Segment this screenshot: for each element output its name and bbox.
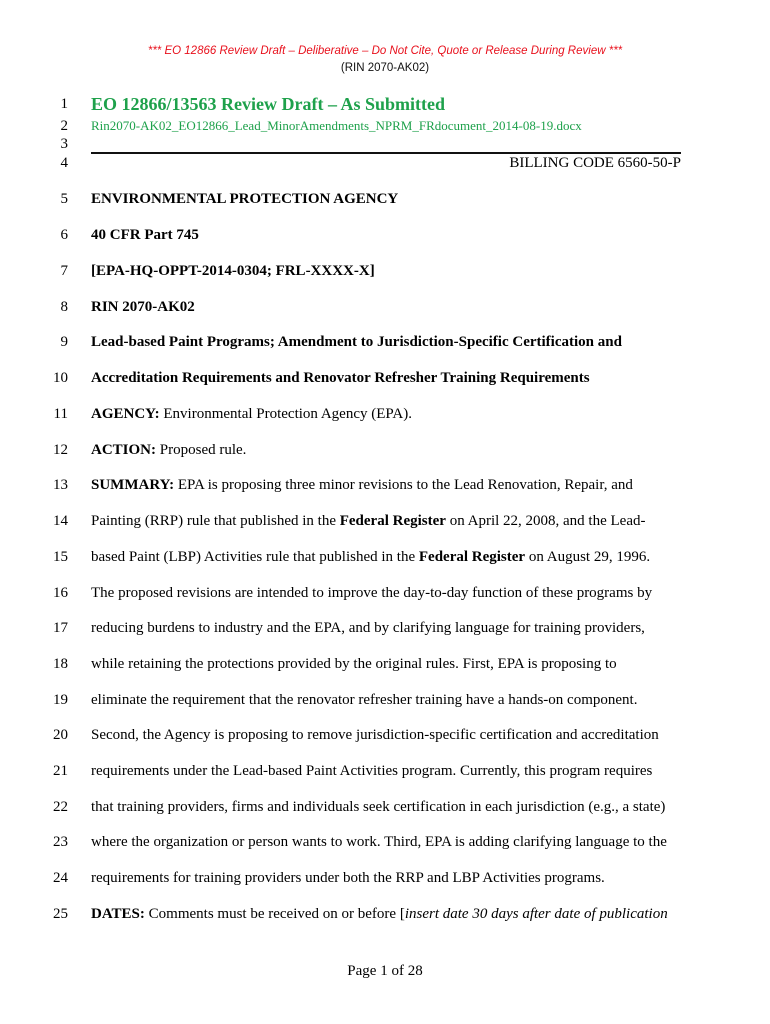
line-number: 17	[53, 620, 68, 636]
line-number: 23	[53, 834, 68, 850]
line-number: 12	[53, 442, 68, 458]
action-line	[91, 441, 691, 459]
body-line	[91, 548, 691, 566]
line-number: 22	[53, 799, 68, 815]
field-value: EPA is proposing three minor revisions to the Lead Renovation, Repair, and	[174, 477, 633, 493]
text-run: Painting (RRP) rule that published in the	[91, 513, 340, 529]
field-label: SUMMARY:	[91, 477, 175, 493]
line-number: 7	[60, 263, 68, 279]
line-number: 13	[53, 477, 68, 493]
rule-title-line: Lead-based Paint Programs; Amendment to Jurisdiction-Specific Certification and	[91, 334, 622, 350]
document-filename: Rin2070-AK02_EO12866_Lead_MinorAmendments_NPRM_FRdocument_2014-08-19.docx	[91, 118, 582, 133]
cfr-part: 40 CFR Part 745	[91, 227, 199, 243]
body-line: that training providers, firms and individuals seek certification in each jurisdiction (e.g., a state)	[91, 799, 666, 815]
docket-number: [EPA-HQ-OPPT-2014-0304; FRL-XXXX-X]	[91, 263, 375, 279]
body-line: while retaining the protections provided by the original rules. First, EPA is proposing to	[91, 656, 617, 672]
agency-line	[91, 405, 691, 423]
field-value: Comments must be received on or before [	[144, 906, 405, 922]
field-value: Proposed rule.	[156, 442, 247, 458]
body-line: Second, the Agency is proposing to remove jurisdiction-specific certification and accreditation	[91, 727, 659, 743]
body-line: requirements under the Lead-based Paint Activities program. Currently, this program requires	[91, 763, 653, 779]
line-number: 5	[60, 191, 68, 207]
line-number: 4	[60, 155, 68, 171]
line-number: 18	[53, 656, 68, 672]
line-number: 2	[60, 118, 68, 134]
italic-placeholder: insert date 30 days after date of publication	[404, 906, 668, 922]
line-number: 10	[53, 370, 68, 386]
draft-notice: *** EO 12866 Review Draft – Deliberative – Do Not Cite, Quote or Release During Review ***	[147, 45, 623, 57]
summary-line	[91, 476, 691, 494]
body-line: reducing burdens to industry and the EPA, and by clarifying language for training providers,	[91, 620, 645, 636]
document-title: EO 12866/13563 Review Draft – As Submitted	[91, 94, 445, 114]
line-number: 25	[53, 906, 68, 922]
text-run: on August 29, 1996.	[525, 549, 651, 565]
rule-title-line: Accreditation Requirements and Renovator Refresher Training Requirements	[91, 370, 590, 386]
line-number: 6	[60, 227, 68, 243]
body-line: requirements for training providers under both the RRP and LBP Activities programs.	[91, 870, 605, 886]
dates-line	[91, 905, 691, 923]
line-number: 24	[53, 870, 68, 886]
line-number: 11	[53, 406, 68, 422]
line-number: 3	[60, 136, 68, 152]
field-value: Environmental Protection Agency (EPA).	[159, 406, 412, 422]
billing-code: BILLING CODE 6560-50-P	[509, 155, 681, 171]
body-line	[91, 512, 691, 530]
rin-number: RIN 2070-AK02	[91, 299, 195, 315]
body-line: where the organization or person wants to work. Third, EPA is adding clarifying language to the	[91, 834, 667, 850]
line-number: 1	[60, 96, 68, 112]
federal-register-ref: Federal Register	[339, 513, 446, 529]
field-label: DATES:	[91, 906, 145, 922]
text-run: on April 22, 2008, and the Lead-	[445, 513, 646, 529]
field-label: AGENCY:	[91, 406, 160, 422]
line-number: 16	[53, 585, 68, 601]
line-number: 14	[53, 513, 68, 529]
line-number: 15	[53, 549, 68, 565]
field-label: ACTION:	[91, 442, 157, 458]
body-line: eliminate the requirement that the renovator refresher training have a hands-on component.	[91, 692, 638, 708]
federal-register-ref: Federal Register	[418, 549, 526, 565]
body-line: The proposed revisions are intended to improve the day-to-day function of these programs by	[91, 585, 653, 601]
agency-heading: ENVIRONMENTAL PROTECTION AGENCY	[91, 191, 399, 207]
text-run: based Paint (LBP) Activities rule that published in the	[91, 549, 419, 565]
rin-header: (RIN 2070-AK02)	[340, 62, 430, 74]
page-number: Page 1 of 28	[347, 963, 423, 979]
line-number: 19	[53, 692, 68, 708]
line-number: 20	[53, 727, 68, 743]
line-number: 9	[60, 334, 68, 350]
line-number: 8	[60, 299, 68, 315]
line-number: 21	[53, 763, 68, 779]
